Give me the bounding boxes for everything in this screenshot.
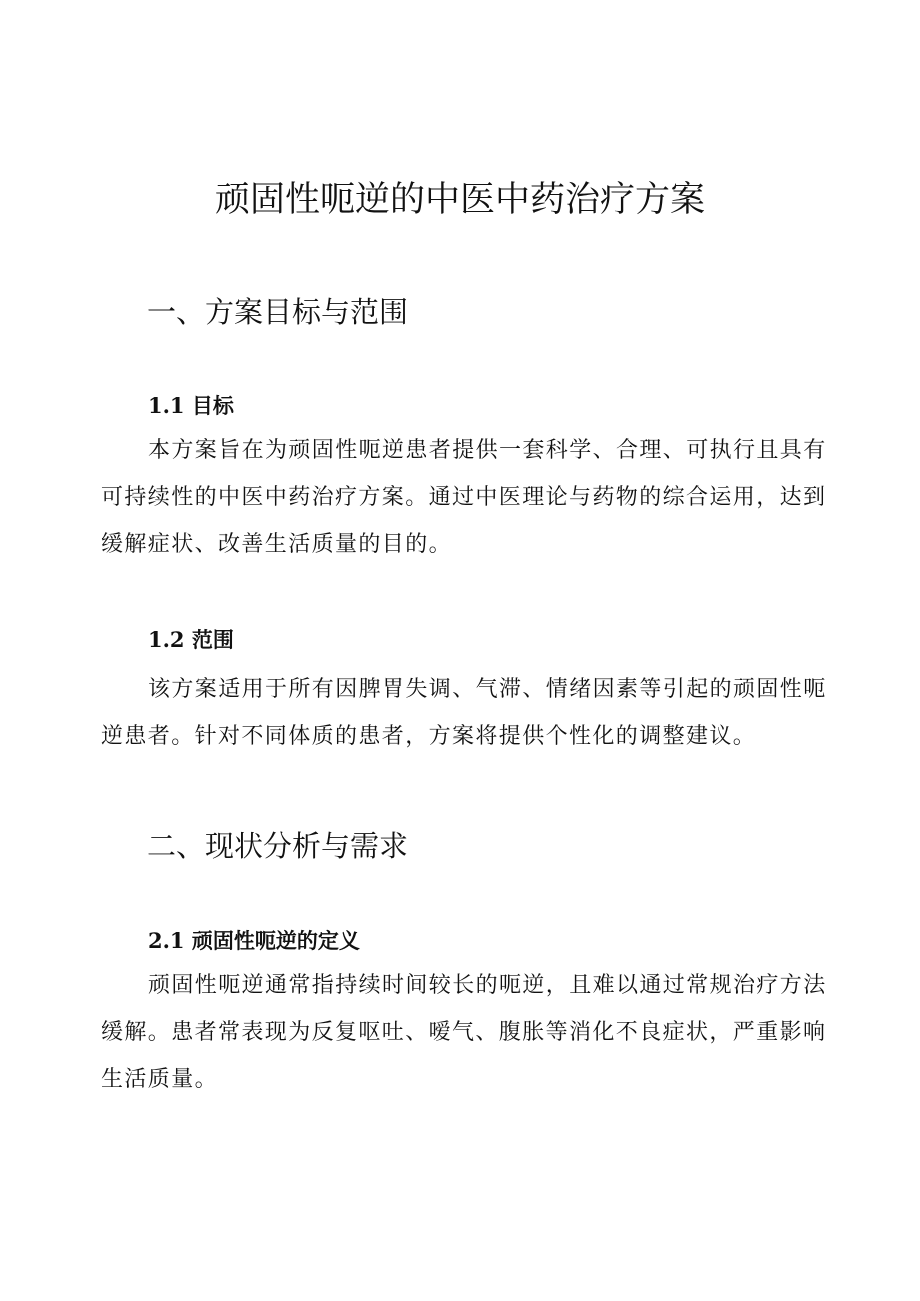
subsection-heading-1-1: 1.1 目标 <box>148 393 234 418</box>
paragraph-line: 该方案适用于所有因脾胃失调、气滞、情绪因素等引起的顽固性呃 <box>148 677 827 702</box>
paragraph-line: 缓解。患者常表现为反复呕吐、嗳气、腹胀等消化不良症状，严重影响 <box>101 1020 827 1045</box>
subsection-heading-1-2: 1.2 范围 <box>148 627 234 652</box>
paragraph-line: 逆患者。针对不同体质的患者，方案将提供个性化的调整建议。 <box>101 724 757 749</box>
paragraph-1-1 <box>101 427 827 568</box>
section-heading-2: 二、现状分析与需求 <box>147 829 409 863</box>
paragraph-line: 顽固性呃逆通常指持续时间较长的呃逆，且难以通过常规治疗方法 <box>148 973 827 998</box>
paragraph-line: 可持续性的中医中药治疗方案。通过中医理论与药物的综合运用，达到 <box>101 485 827 510</box>
paragraph-line: 缓解症状、改善生活质量的目的。 <box>101 532 453 557</box>
section-heading-1: 一、方案目标与范围 <box>147 295 409 329</box>
paragraph-line: 本方案旨在为顽固性呃逆患者提供一套科学、合理、可执行且具有 <box>148 438 827 463</box>
paragraph-2-1 <box>101 962 827 1103</box>
paragraph-line: 生活质量。 <box>101 1067 219 1092</box>
paragraph-1-2 <box>101 666 827 760</box>
subsection-heading-2-1: 2.1 顽固性呃逆的定义 <box>148 928 360 953</box>
document-title: 顽固性呃逆的中医中药治疗方案 <box>214 180 705 220</box>
